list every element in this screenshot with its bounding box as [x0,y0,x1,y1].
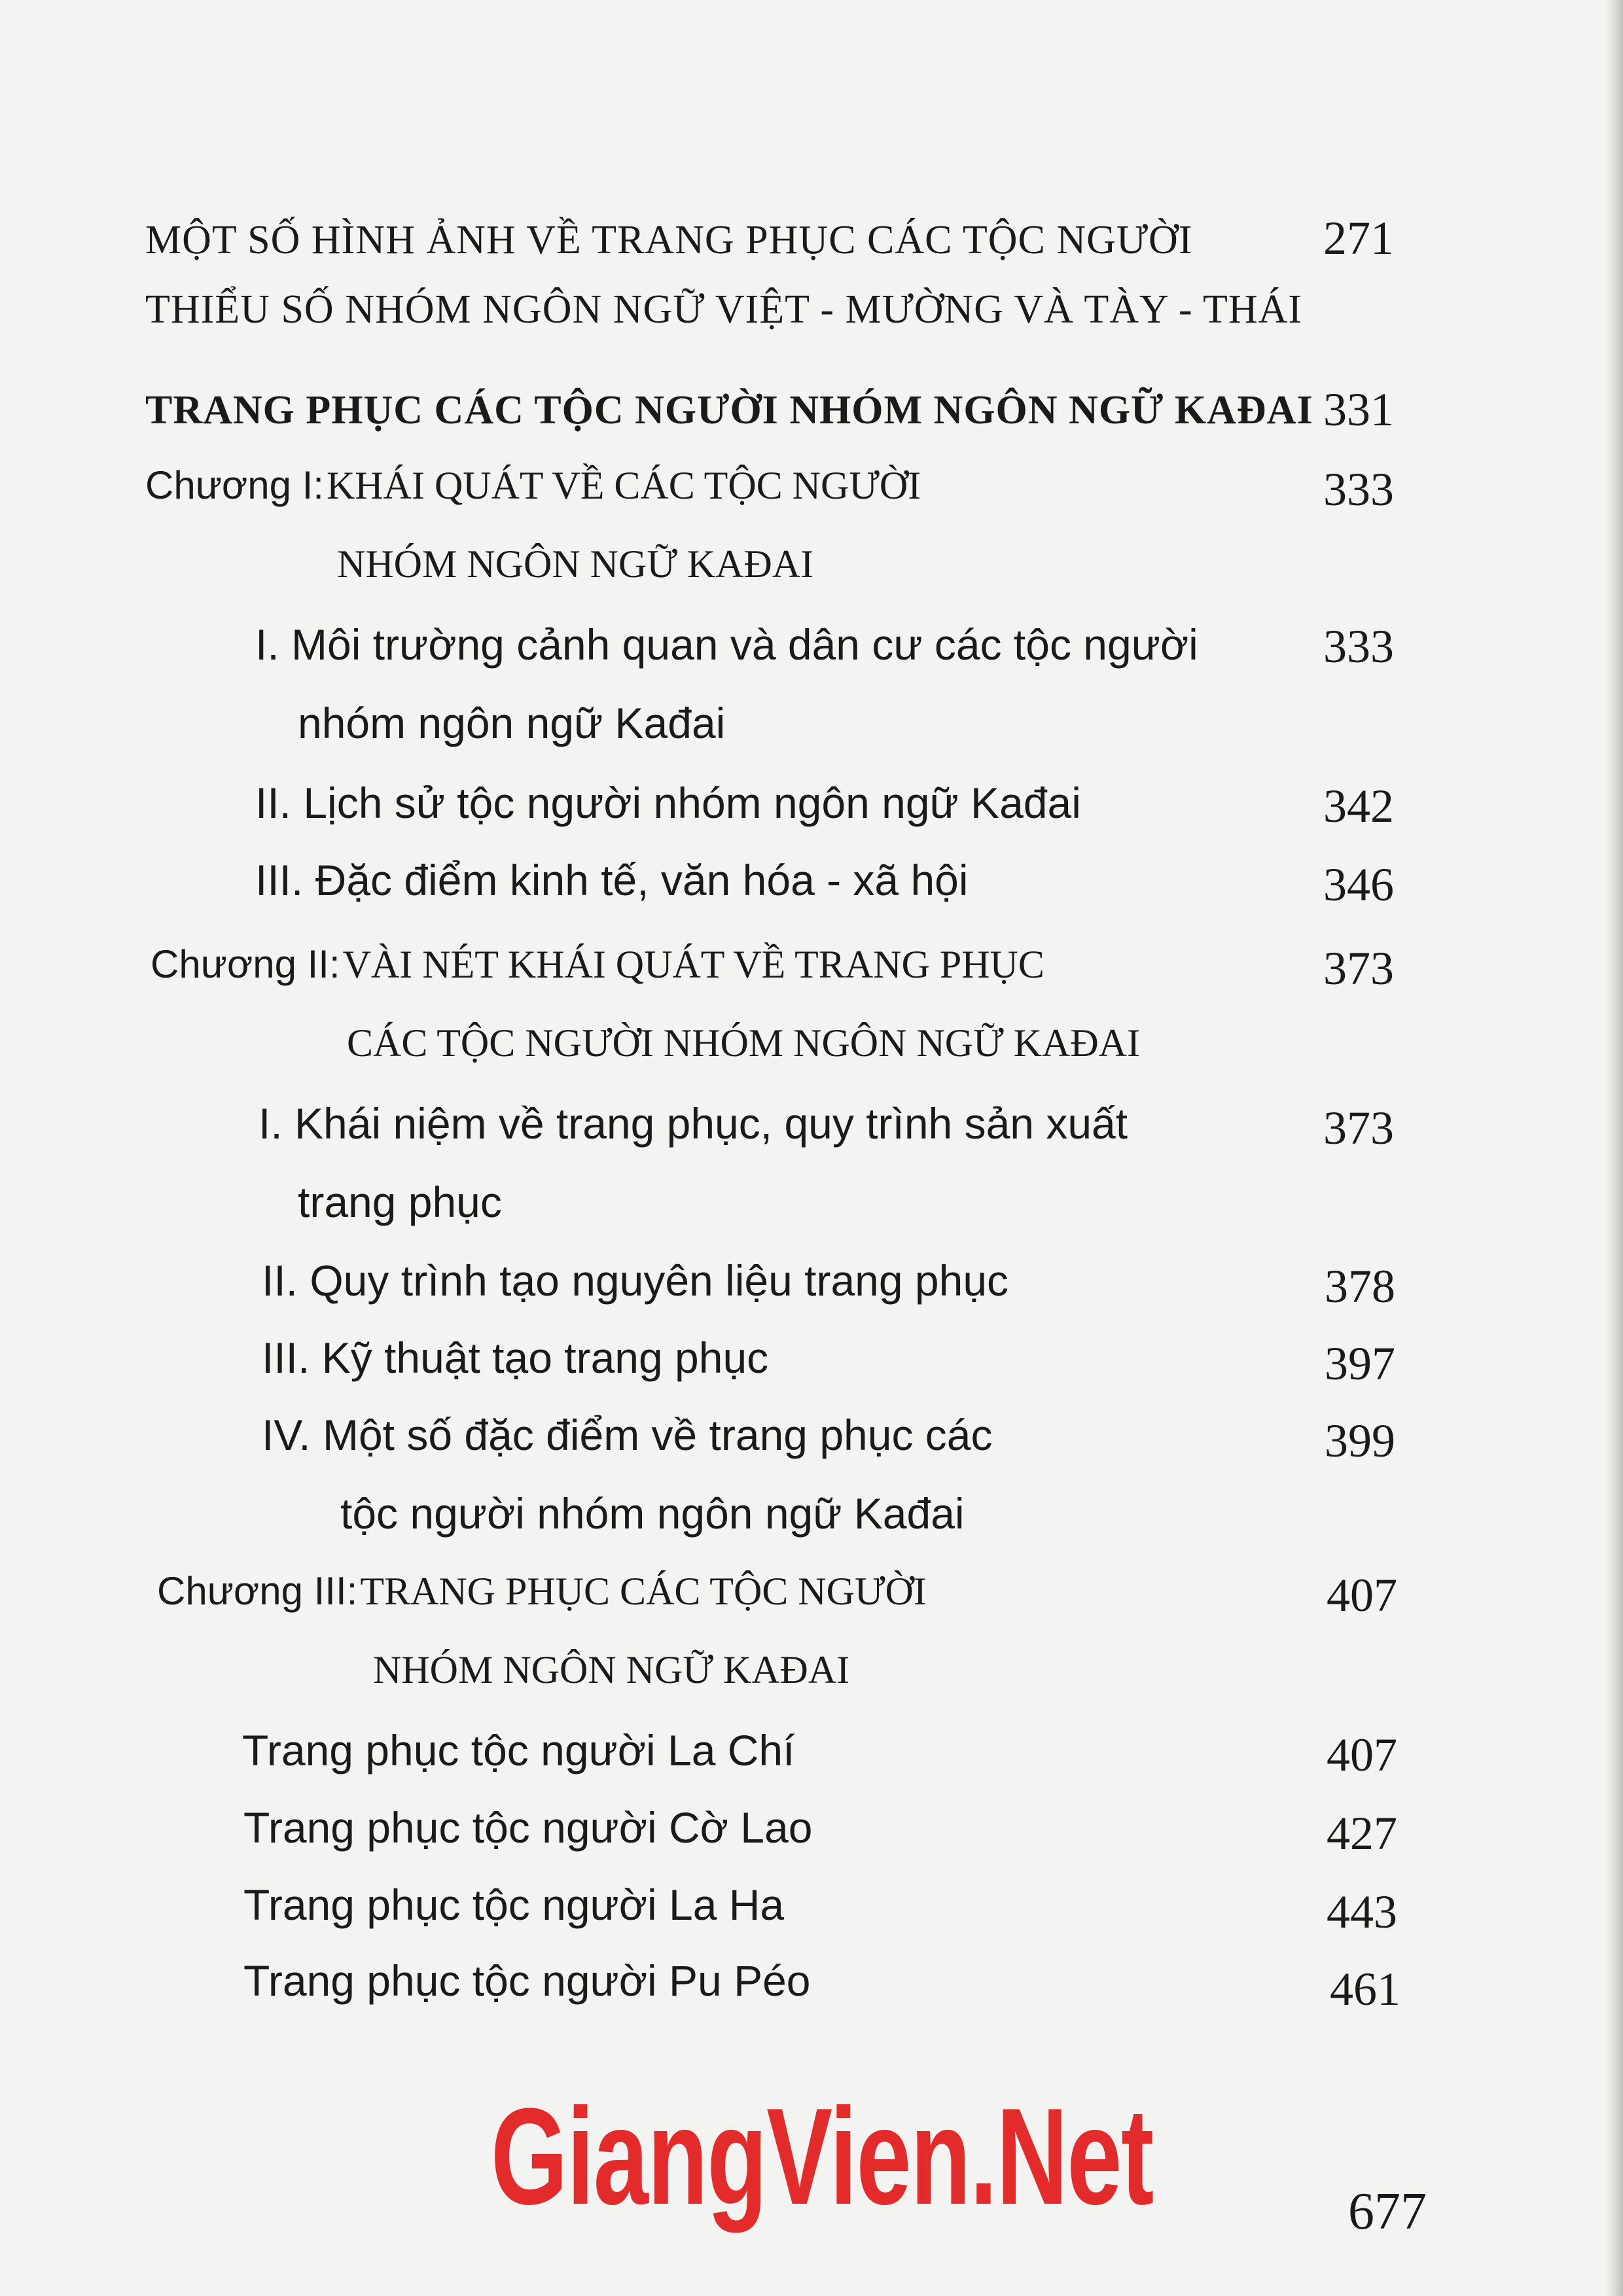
toc-part-kadai-title: TRANG PHỤC CÁC TỘC NGƯỜI NHÓM NGÔN NGỮ KAĐAI [145,388,1313,433]
toc-chapter2-title-line1: VÀI NÉT KHÁI QUÁT VỀ TRANG PHỤC [342,943,1044,986]
toc-chapter1-title-line2: NHÓM NGÔN NGỮ KAĐAI [337,542,814,586]
toc-ch3-item4-line1: Trang phục tộc người Pu Péo [243,1956,811,2005]
toc-ch3-item2-line1: Trang phục tộc người Cờ Lao [243,1803,813,1852]
toc-chapter3-page: 407 [1327,1569,1397,1621]
toc-part-kadai-page: 331 [1323,383,1394,436]
toc-ch3-item2-page: 427 [1327,1807,1397,1860]
toc-part-images-title-line2: THIỂU SỐ NHÓM NGÔN NGỮ VIỆT - MƯỜNG VÀ TÀY - THÁI [145,287,1303,332]
toc-chapter1-heading [145,463,921,507]
toc-ch3-item3-page: 443 [1327,1886,1397,1938]
toc-ch2-item2-page: 378 [1325,1260,1395,1313]
toc-chapter2-heading [151,942,1044,986]
toc-ch3-item1-page: 407 [1327,1729,1397,1781]
toc-ch2-item4-line1: IV. Một số đặc điểm về trang phục các [262,1411,993,1459]
toc-chapter1-title-line1: KHÁI QUÁT VỀ CÁC TỘC NGƯỜI [326,464,921,507]
toc-ch1-item1-line2: nhóm ngôn ngữ Kađai [298,699,726,747]
toc-ch2-item3-line1: III. Kỹ thuật tạo trang phục [262,1333,769,1382]
toc-chapter3-heading [157,1569,927,1613]
toc-ch1-item3-line1: III. Đặc điểm kinh tế, văn hóa - xã hội [255,856,969,904]
toc-ch2-item4-page: 399 [1325,1415,1395,1467]
toc-ch2-item1-page: 373 [1323,1102,1394,1154]
toc-chapter1-page: 333 [1323,463,1394,516]
toc-ch1-item2-page: 342 [1323,780,1394,832]
toc-chapter1-prefix: Chương I: [145,463,324,507]
toc-ch2-item2-line1: II. Quy trình tạo nguyên liệu trang phục [262,1256,1009,1305]
toc-chapter3-prefix: Chương III: [157,1569,358,1613]
toc-chapter2-page: 373 [1323,942,1394,995]
toc-ch2-item1-line2: trang phục [298,1178,502,1226]
toc-chapter2-prefix: Chương II: [151,942,340,986]
toc-ch1-item3-page: 346 [1323,858,1394,911]
toc-ch3-item4-page: 461 [1330,1963,1400,2015]
watermark-text: GiangVien.Net [491,2079,1153,2233]
toc-chapter3-title-line1: TRANG PHỤC CÁC TỘC NGƯỜI [360,1570,927,1613]
toc-ch1-item1-line1: I. Môi trường cảnh quan và dân cư các tộc người [255,620,1198,669]
toc-part-images-page: 271 [1323,212,1394,264]
toc-ch1-item1-page: 333 [1323,620,1394,673]
page-number: 677 [1348,2183,1427,2240]
toc-ch1-item2-line1: II. Lịch sử tộc người nhóm ngôn ngữ Kađai [255,779,1081,827]
toc-ch3-item1-line1: Trang phục tộc người La Chí [242,1726,795,1775]
toc-ch3-item3-line1: Trang phục tộc người La Ha [243,1881,785,1929]
toc-ch2-item4-line2: tộc người nhóm ngôn ngữ Kađai [340,1489,965,1538]
toc-ch2-item1-line1: I. Khái niệm về trang phục, quy trình sản xuất [259,1099,1128,1148]
toc-part-images-title-line1: MỘT SỐ HÌNH ẢNH VỀ TRANG PHỤC CÁC TỘC NGƯỜI [145,218,1193,262]
toc-chapter2-title-line2: CÁC TỘC NGƯỜI NHÓM NGÔN NGỮ KAĐAI [347,1021,1140,1065]
toc-ch2-item3-page: 397 [1325,1337,1395,1390]
toc-chapter3-title-line2: NHÓM NGÔN NGỮ KAĐAI [373,1648,850,1691]
